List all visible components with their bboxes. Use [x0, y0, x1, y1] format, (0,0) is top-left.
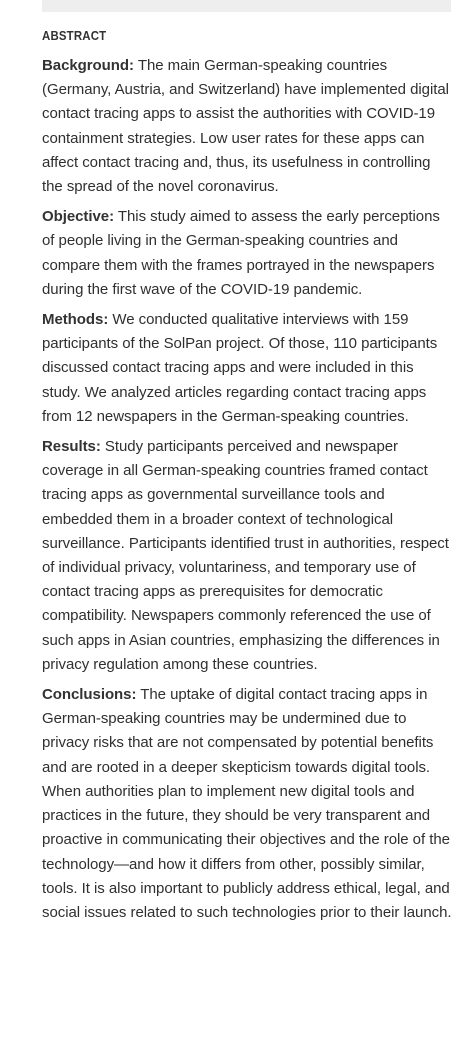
- objective-text: This study aimed to assess the early perceptions of people living in the German-speaking countries and compare them with the frames portrayed in the newspapers during the first wave of the COVID-19 pandemic.: [42, 208, 440, 298]
- background-label: Background:: [42, 57, 134, 74]
- results-text: Study participants perceived and newspaper coverage in all German-speaking countries framed contact tracing apps as governmental surveillance tools and embedded them in a broader context of technological surveillance. Participants identified trust in authorities, respect of individual privacy, voluntariness, and temporary use of contact tracing apps as prerequisites for democratic compatibility. Newspapers commonly referenced the use of such apps in Asian countries, emphasizing the differences in privacy regulation among these countries.: [42, 438, 449, 673]
- results-label: Results:: [42, 438, 101, 456]
- conclusions-label: Conclusions:: [42, 686, 137, 704]
- conclusions-text: The uptake of digital contact tracing apps in German-speaking countries may be undermined due to privacy risks that are not compensated by potential benefits and are rooted in a deeper skepticism towards digital tools. When authorities plan to implement new digital tools and practices in the future, they should be very transparent and proactive in communicating their objectives and the role of the technology—and how it differs from other, possibly similar, tools. It is also important to publicly address ethical, legal, and social issues related to such technologies prior to their launch.: [42, 686, 452, 921]
- background-paragraph: [42, 54, 454, 199]
- conclusions-paragraph: [42, 683, 454, 925]
- objective-paragraph: [42, 205, 454, 302]
- methods-paragraph: [42, 308, 454, 429]
- methods-label: Methods:: [42, 311, 109, 329]
- top-grey-box: [42, 0, 451, 12]
- objective-label: Objective:: [42, 208, 115, 226]
- methods-text: We conducted qualitative interviews with 159 participants of the SolPan project. Of those, 110 participants discussed contact tracing apps and were included in this study. We analyzed articles regarding contact tracing apps from 12 newspapers in the German-speaking countries.: [42, 311, 438, 425]
- background-text: The main German-speaking countries (Germany, Austria, and Switzerland) have implemented digital contact tracing apps to assist the authorities with COVID-19 containment strategies. Low user rates for these apps can affect contact tracing and, thus, its usefulness in controlling the spread of the novel coronavirus.: [42, 57, 449, 196]
- results-paragraph: [42, 435, 454, 677]
- abstract-heading: ABSTRACT: [42, 28, 107, 43]
- abstract-section: [42, 26, 454, 931]
